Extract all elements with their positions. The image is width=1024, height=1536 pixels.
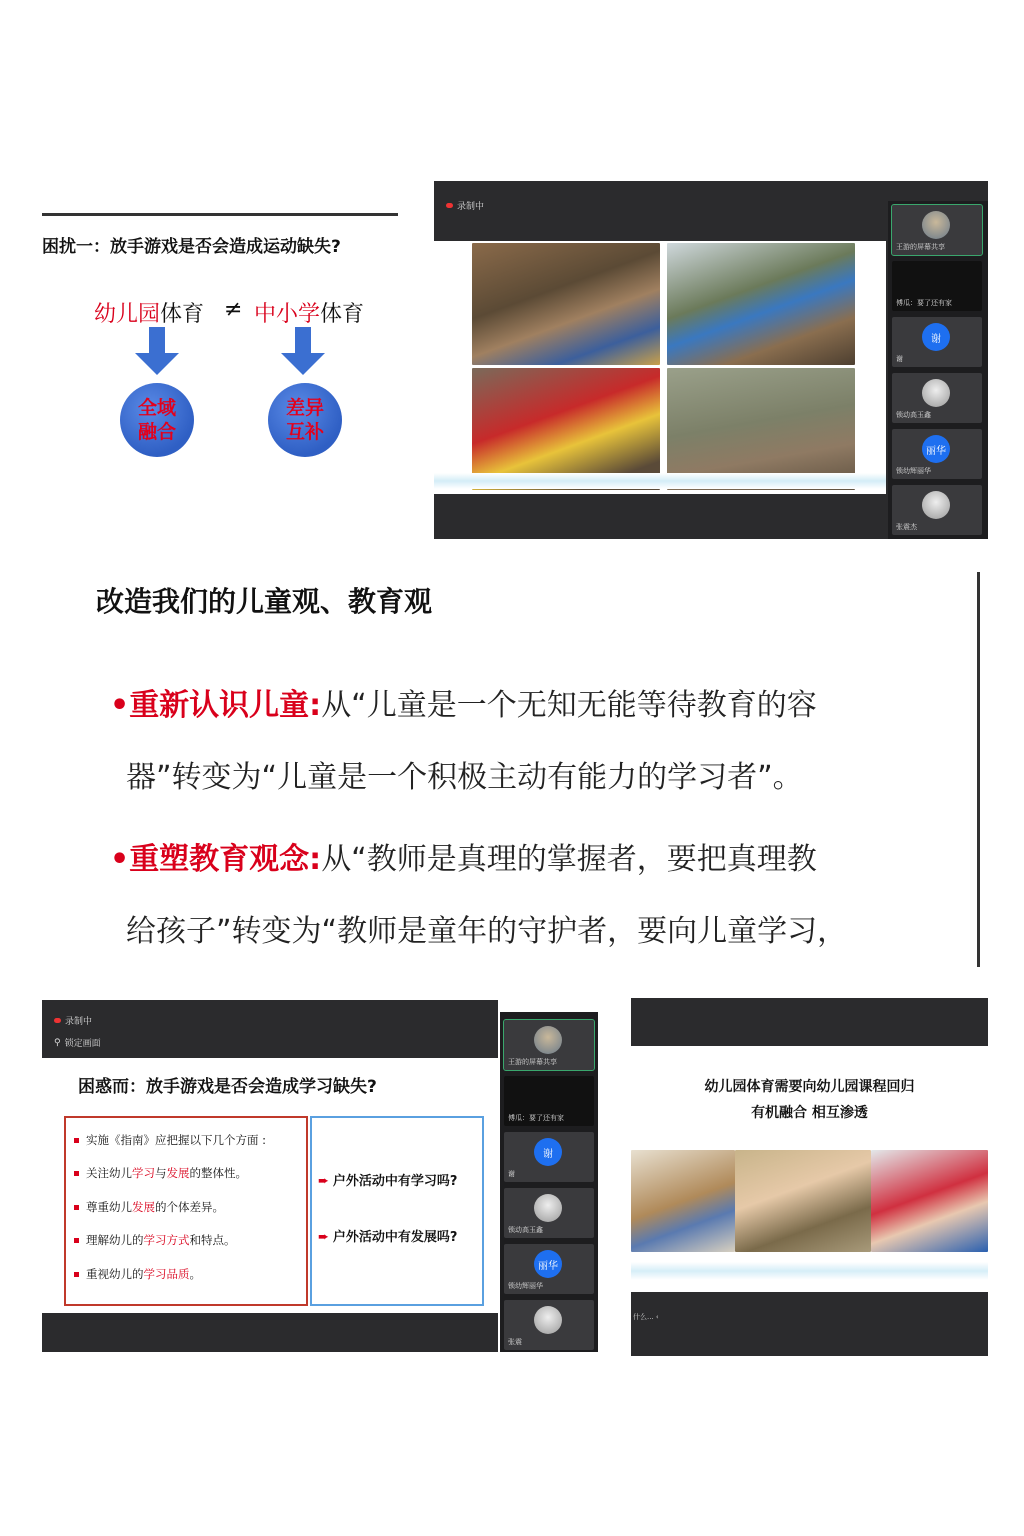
meeting-window-bottom-left [42, 1000, 598, 1352]
participant-sidebar[interactable] [500, 1012, 598, 1352]
participant-tile[interactable]: 锁动高玉鑫 [892, 373, 982, 423]
slide-title: 困惑而：放手游戏是否会造成学习缺失? [78, 1077, 377, 1097]
list-item: 理解幼儿的学习方式和特点。 [74, 1232, 236, 1248]
slide-title: 幼儿园体育需要向幼儿园课程回归 [704, 1079, 915, 1095]
participant-tile[interactable]: 张震杰 [892, 485, 982, 535]
photo-girl-climbing [871, 1150, 988, 1252]
guideline-box [64, 1116, 308, 1306]
arrow-right-icon: ➨ [318, 1230, 329, 1245]
avatar [922, 211, 950, 239]
avatar: 谢 [534, 1138, 562, 1166]
list-item: ➨ 户外活动中有发展吗? [318, 1230, 458, 1245]
avatar [922, 379, 950, 407]
not-equal-sign: ≠ [224, 297, 243, 322]
participant-tile[interactable]: 傅瓜：要了还有家 [892, 261, 982, 311]
arrow-down-icon [144, 327, 170, 375]
list-item: 实施《指南》应把握以下几个方面 : [74, 1132, 266, 1148]
slide-wave [631, 1262, 988, 1280]
slide-wave [434, 473, 886, 489]
meeting-toolbar [42, 1000, 498, 1058]
list-item: 关注幼儿学习与发展的整体性。 [74, 1165, 247, 1181]
photo-children-leaves [472, 243, 660, 365]
photo-children-cart [667, 243, 855, 365]
avatar: 丽华 [922, 435, 950, 463]
photo-playground [667, 368, 855, 490]
slide-panel-views [60, 570, 990, 970]
slide-panel-sports [42, 205, 402, 460]
meeting-window-top [434, 181, 988, 539]
cloud-record-icon [446, 203, 453, 208]
participant-tile[interactable]: 张震 [504, 1300, 594, 1350]
participant-tile[interactable]: 锁动高玉鑫 [504, 1188, 594, 1238]
lock-view-button[interactable]: ⚲ 锁定画面 [54, 1037, 101, 1049]
paragraph-line: 器”转变为“儿童是一个积极主动有能力的学习者”。 [126, 760, 803, 795]
photo-kids-cooking [735, 1150, 871, 1252]
paragraph-line: 给孩子”转变为“教师是童年的守护者，要向儿童学习， [126, 914, 848, 949]
meeting-bottom-bar: 什么... ‹ [631, 1292, 988, 1356]
slide-question: 困扰一：放手游戏是否会造成运动缺失? [42, 237, 341, 257]
photo-stairs [631, 1150, 735, 1252]
equation-left: 幼儿园体育 [94, 302, 205, 327]
question-box [310, 1116, 484, 1306]
photo-girl-leaves [472, 368, 660, 490]
avatar [534, 1194, 562, 1222]
avatar [922, 491, 950, 519]
meeting-bottom-bar [42, 1313, 498, 1352]
slide-heading: 改造我们的儿童观、教育观 [96, 585, 433, 618]
shared-screen [631, 1046, 988, 1292]
paragraph-line: •重新认识儿童:从“儿童是一个无知无能等待教育的容 [110, 688, 817, 723]
shared-screen [42, 1058, 498, 1313]
arrow-right-icon: ➨ [318, 1174, 329, 1189]
participant-sidebar[interactable] [888, 201, 988, 539]
recording-indicator: 录制中 [446, 199, 484, 212]
avatar [534, 1306, 562, 1334]
avatar: 丽华 [534, 1250, 562, 1278]
participant-tile[interactable]: 王游的屏幕共享 [504, 1020, 594, 1070]
list-item: ➨ 户外活动中有学习吗? [318, 1174, 458, 1189]
participant-tile[interactable]: 丽华 锁幼辉丽华 [892, 429, 982, 479]
participant-tile[interactable]: 谢 谢 [892, 317, 982, 367]
arrow-down-icon [290, 327, 316, 375]
equation-right: 中小学体育 [254, 302, 365, 327]
divider [42, 213, 398, 216]
avatar [534, 1026, 562, 1054]
slide-subtitle: 有机融合 相互渗透 [751, 1105, 868, 1121]
meeting-window-bottom-right [631, 998, 988, 1356]
participant-tile[interactable]: 丽华 锁幼辉丽华 [504, 1244, 594, 1294]
shared-screen [434, 241, 886, 494]
participant-tile[interactable]: 王游的屏幕共享 [892, 205, 982, 255]
cloud-record-icon [54, 1018, 61, 1023]
bubble-holistic: 全域 融合 [120, 383, 194, 457]
participant-tile[interactable]: 傅瓜：要了还有家 [504, 1076, 594, 1126]
pin-icon: ⚲ [54, 1037, 61, 1048]
list-item: 重视幼儿的学习品质。 [74, 1266, 201, 1282]
recording-indicator: 录制中 [54, 1014, 92, 1027]
bubble-complement: 差异 互补 [268, 383, 342, 457]
paragraph-line: •重塑教育观念:从“教师是真理的掌握者，要把真理教 [110, 842, 817, 877]
meeting-toolbar [631, 998, 988, 1046]
list-item: 尊重幼儿发展的个体差异。 [74, 1199, 224, 1215]
avatar: 谢 [922, 323, 950, 351]
participant-tile[interactable]: 谢 谢 [504, 1132, 594, 1182]
divider [977, 572, 980, 967]
